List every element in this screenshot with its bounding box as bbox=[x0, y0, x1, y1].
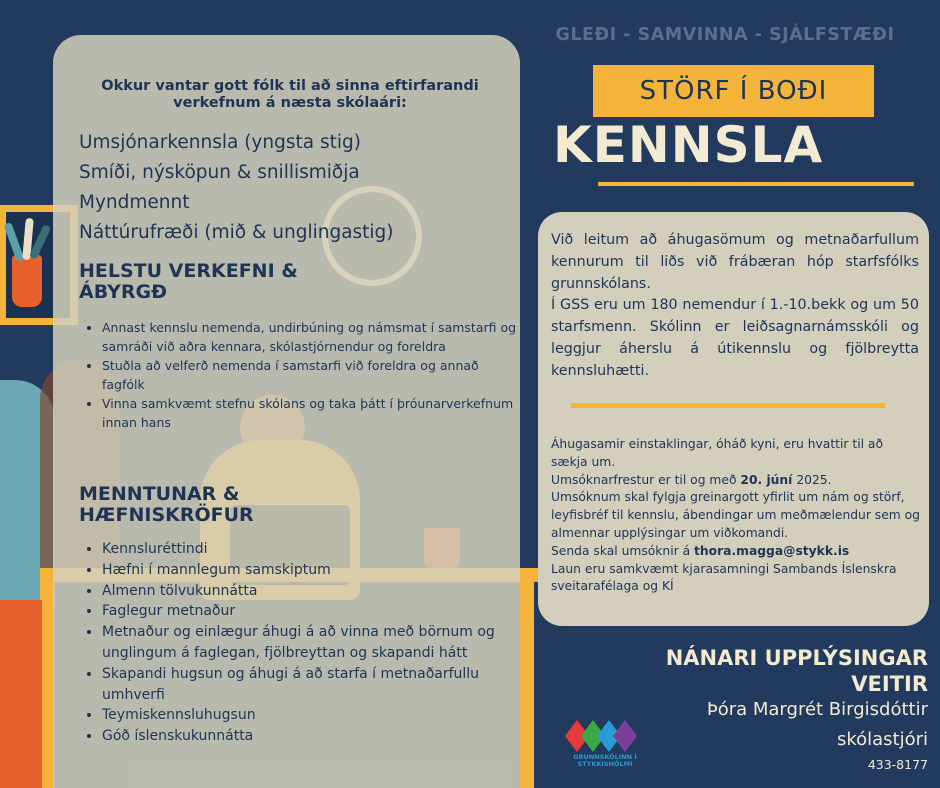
tasks-heading: HELSTU VERKEFNI & ÁBYRGÐ bbox=[79, 260, 298, 303]
deadline-line bbox=[551, 472, 921, 490]
requirements-list bbox=[84, 539, 502, 747]
desk-leg-illustration bbox=[520, 568, 534, 788]
requirement-item: • Teymiskennsluhugsun bbox=[102, 705, 502, 726]
deadline-suffix: 2025. bbox=[792, 472, 832, 487]
intro-text: Okkur vantar gott fólk til að sinna eftirfarandi verkefnum á næsta skólaári: bbox=[101, 78, 479, 111]
deadline-prefix: Umsóknarfrestur er til og með bbox=[551, 472, 741, 487]
application-line: Áhugasamir einstaklingar, óháð kyni, eru hvattir til að sækja um. bbox=[551, 437, 883, 469]
contact-phone: 433-8177 bbox=[867, 757, 928, 772]
positions-list bbox=[79, 128, 499, 248]
desk-leg-illustration bbox=[40, 568, 54, 788]
requirement-item: • Faglegur metnaður bbox=[102, 601, 502, 622]
vase-illustration bbox=[12, 255, 42, 307]
school-logo-text: GRUNNSKÓLINN Í STYKKISHÓLMI bbox=[573, 753, 637, 768]
requirement-item: • Metnaður og einlægur áhugi á að vinna með börnum og unglingum á faglegan, fjölbreyttan og skapandi hátt bbox=[102, 622, 502, 664]
application-line: Umsóknum skal fylgja greinargott yfirlit um nám og störf, leyfisbréf til kennslu, ábendingar um meðmælendur sem og almennar upplýsingar um viðkomandi. bbox=[551, 490, 920, 540]
contact-name: Þóra Margrét Birgisdóttir bbox=[706, 699, 928, 720]
chair-illustration bbox=[0, 600, 42, 788]
requirement-item: • Hæfni í mannlegum samskiptum bbox=[102, 560, 502, 581]
page-title: KENNSLA bbox=[553, 116, 824, 174]
contact-role: skólastjóri bbox=[836, 729, 928, 750]
motto: GLEÐI - SAMVINNA - SJÁLFSTÆÐI bbox=[555, 25, 895, 45]
email-line bbox=[551, 543, 921, 561]
position-item: Náttúrufræði (mið & unglingastig) bbox=[79, 222, 394, 243]
email-prefix: Senda skal umsóknir á bbox=[551, 543, 695, 558]
requirement-item: • Skapandi hugsun og áhugi á að starfa í metnaðarfullu umhverfi bbox=[102, 664, 502, 706]
description-paragraph: Í GSS eru um 180 nemendur í 1.-10.bekk og um 50 starfsmenn. Skólinn er leiðsagnarnámsskóli og leggjur áherslu á útikennslu og fjölbreytta kennsluhætti. bbox=[551, 297, 919, 379]
contact-heading: NÁNARI UPPLÝSINGAR VEITIR bbox=[665, 646, 928, 696]
requirement-item: • Kennsluréttindi bbox=[102, 539, 502, 560]
application-info bbox=[551, 436, 921, 596]
requirement-item: • Almenn tölvukunnátta bbox=[102, 581, 502, 602]
tasks-list bbox=[84, 318, 522, 432]
application-line: Laun eru samkvæmt kjarasamningi Sambands Íslenskra sveitarafélaga og KÍ bbox=[551, 561, 897, 594]
task-item: • Annast kennslu nemenda, undirbúning og námsmat í samstarfi og samráði við aðra kennara, skólastjórnendur og foreldra bbox=[102, 318, 522, 356]
position-item: Myndmennt bbox=[79, 192, 190, 213]
position-item: Smíði, nýsköpun & snillismiðja bbox=[79, 162, 360, 183]
requirements-heading: MENNTUNAR & HÆFNISKRÖFUR bbox=[79, 483, 254, 526]
position-item: Umsjónarkennsla (yngsta stig) bbox=[79, 132, 361, 153]
divider-line bbox=[598, 182, 914, 186]
description-text bbox=[551, 230, 919, 383]
requirement-item: • Góð íslenskukunnátta bbox=[102, 726, 502, 747]
deadline-date: 20. júní bbox=[740, 472, 793, 487]
email-link[interactable]: thora.magga@stykk.is bbox=[694, 543, 850, 558]
description-paragraph: Við leitum að áhugasömum og metnaðarfullum kennurum til liðs við frábæran hóp starfsfólks grunnskólans. bbox=[551, 232, 919, 292]
task-item: • Stuðla að velferð nemenda í samstarfi við foreldra og annað fagfólk bbox=[102, 356, 522, 394]
task-item: • Vinna samkvæmt stefnu skólans og taka þátt í þróunarverkefnum innan hans bbox=[102, 394, 522, 432]
divider-line bbox=[571, 403, 885, 408]
jobs-badge: STÖRF Í BOÐI bbox=[593, 65, 874, 117]
